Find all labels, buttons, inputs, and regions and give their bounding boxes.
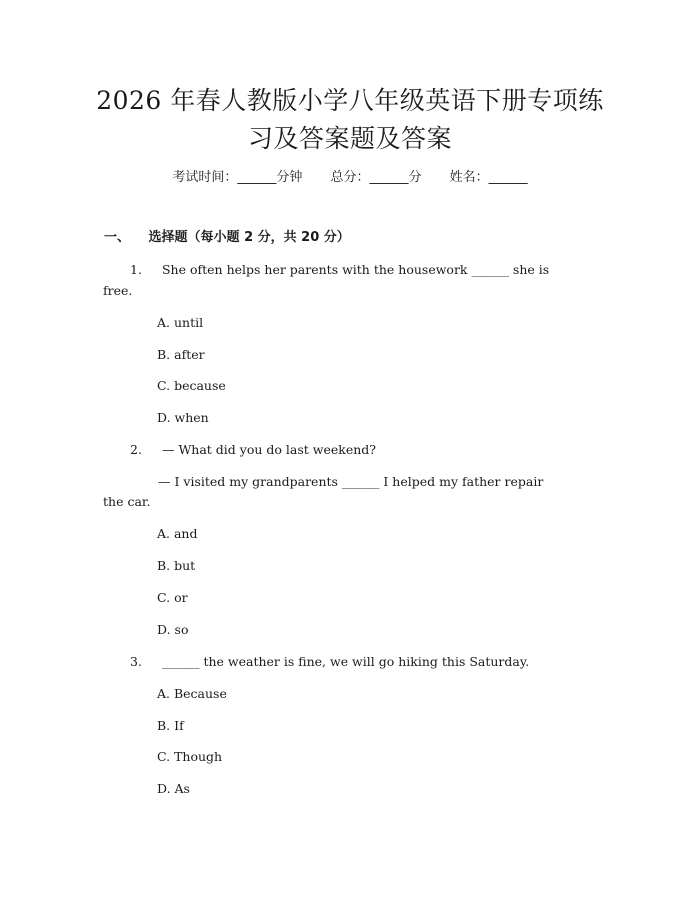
question-2-option-c[interactable]: C. or — [157, 590, 188, 605]
question-2-reply: — I visited my grandparents ______ I helped my father repair — [158, 474, 544, 489]
question-1-option-d[interactable]: D. when — [157, 410, 209, 425]
question-1-option-c[interactable]: C. because — [157, 378, 226, 393]
question-number: 1. — [130, 262, 142, 277]
question-2 — [130, 440, 376, 460]
question-1-option-a[interactable]: A. until — [157, 315, 204, 330]
exam-time: 考试时间：______分钟 — [172, 170, 303, 185]
question-2-option-a[interactable]: A. and — [157, 526, 198, 541]
question-text: ______ the weather is fine, we will go hiking this Saturday. — [161, 654, 530, 669]
title-line-2: 习及答案题及答案 — [247, 124, 452, 153]
question-text: — What did you do last weekend? — [161, 442, 376, 457]
question-number: 3. — [130, 654, 142, 669]
question-3-option-b[interactable]: B. If — [157, 718, 184, 733]
section-number: 一、 — [104, 230, 131, 245]
question-text: She often helps her parents with the housework ______ she is — [161, 262, 550, 277]
question-2-continuation: the car. — [103, 494, 151, 509]
section-label: 选择题（每小题 2 分，共 20 分） — [148, 230, 350, 245]
question-2-option-d[interactable]: D. so — [157, 622, 189, 637]
title-line-1: 2026 年春人教版小学八年级英语下册专项练 — [96, 86, 604, 115]
question-1 — [130, 260, 549, 280]
student-name: 姓名：______ — [449, 170, 528, 185]
question-3-option-c[interactable]: C. Though — [157, 749, 223, 764]
question-number: 2. — [130, 442, 142, 457]
question-2-option-b[interactable]: B. but — [157, 558, 196, 573]
question-3-option-d[interactable]: D. As — [157, 781, 190, 796]
question-3 — [130, 652, 529, 672]
question-3-option-a[interactable]: A. Because — [157, 686, 227, 701]
exam-meta — [0, 168, 700, 188]
exam-total-score: 总分：______分 — [330, 170, 422, 185]
question-1-option-b[interactable]: B. after — [157, 347, 205, 362]
section-heading — [104, 228, 350, 248]
question-1-continuation: free. — [103, 283, 133, 298]
